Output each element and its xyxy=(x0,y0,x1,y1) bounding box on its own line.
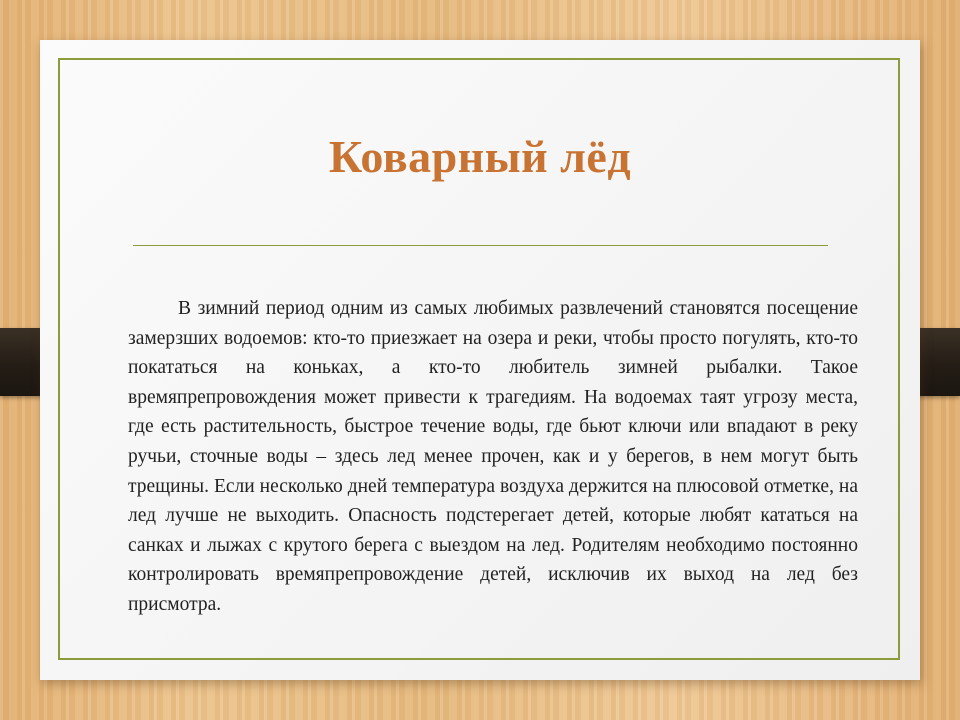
title-divider xyxy=(133,245,828,246)
slide-title: Коварный лёд xyxy=(328,131,632,182)
slide-body-text: В зимний период одним из самых любимых развлечений становятся посещение замерзших водоемов: кто-то приезжает на озера и реки, чтобы просто погулять, кто-то покататься на коньках, а кто-то любитель зимней рыбалки. Такое времяпрепровождения может привести к трагедиям. На водоемах таят угрозу места, где есть растительность, быстрое течение воды, где бьют ключи или впадают в реку ручьи, сточные воды – здесь лед менее прочен, как и у берегов, в нем могут быть трещины. Если несколько дней температура воздуха держится на плюсовой отметке, на лед лучше не выходить. Опасность подстерегает детей, которые любят кататься на санках и лыжах с крутого берега с выездом на лед. Родителям необходимо постоянно контролировать времяпрепровождение детей, исключив их выход на лед без присмотра. xyxy=(128,298,858,615)
